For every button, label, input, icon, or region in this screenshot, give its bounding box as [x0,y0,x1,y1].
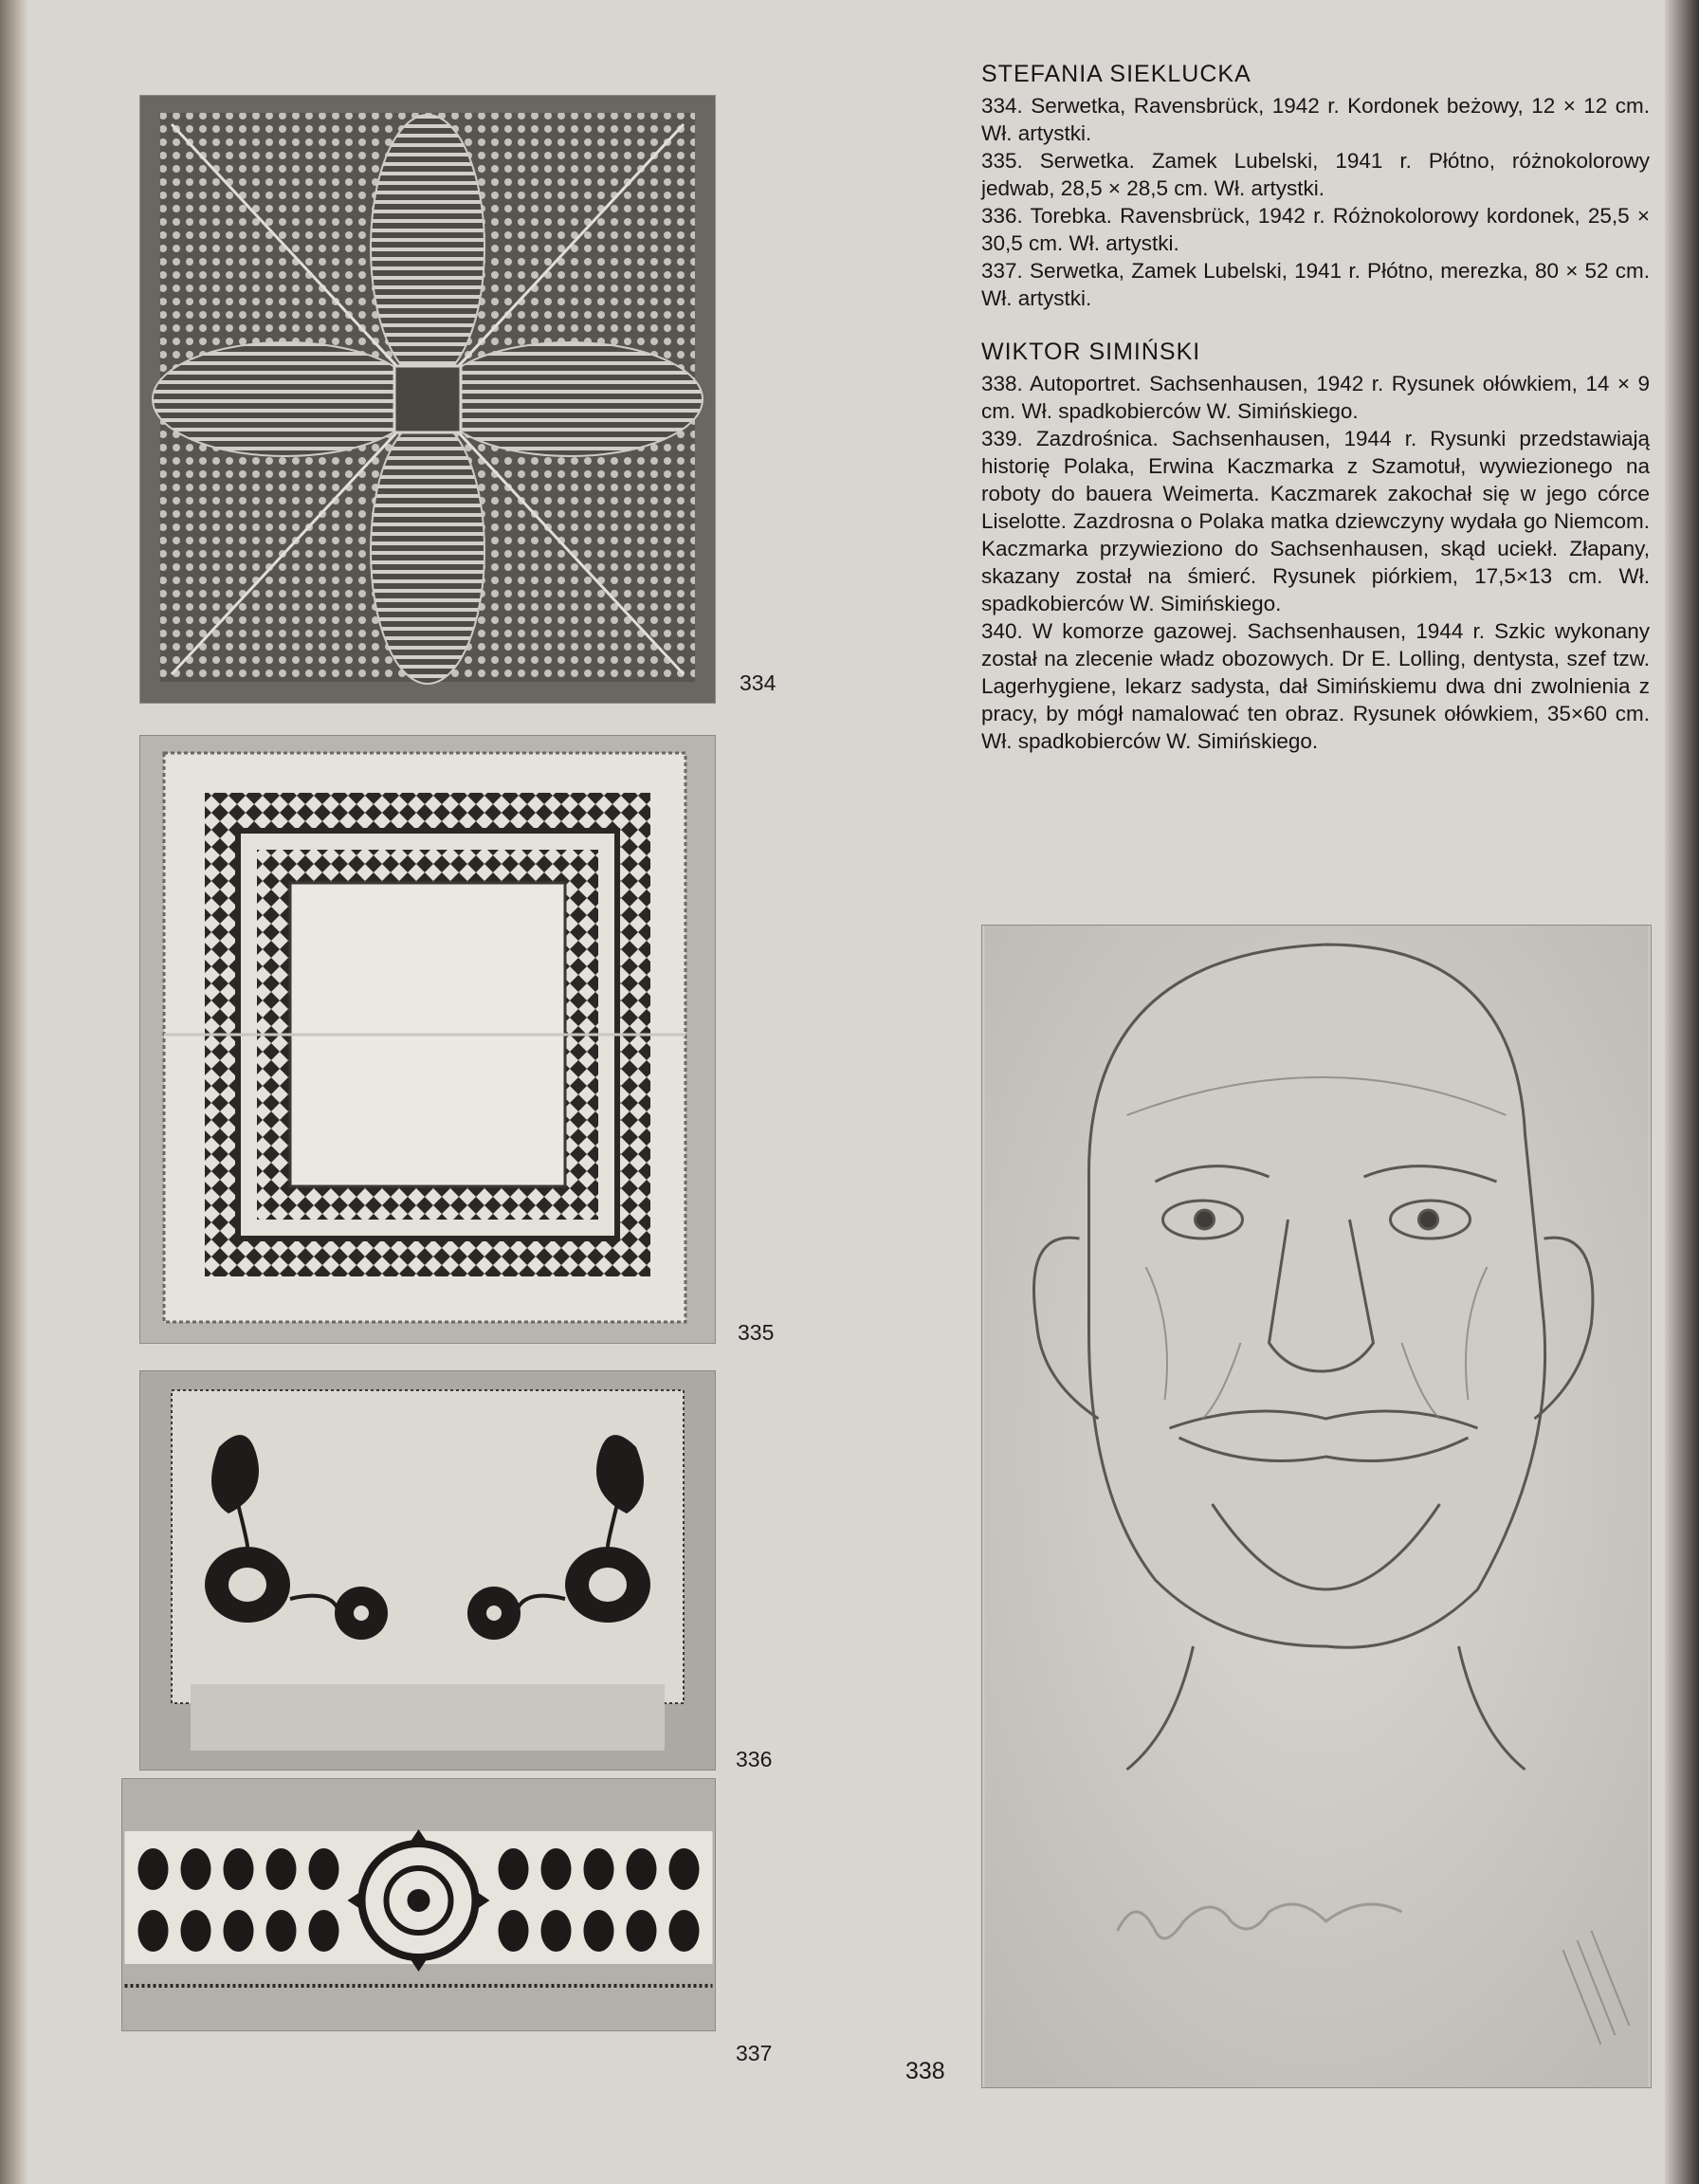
figure-337-openwork-runner [121,1778,716,2031]
caption-338: 338. Autoportret. Sachsenhausen, 1942 r. Rysunek ołówkiem, 14 × 9 cm. Wł. spadkobierców W. Simińskiego. [981,372,1650,423]
book-spine-shadow [0,0,28,2184]
caption-334: 334. Serwetka, Ravensbrück, 1942 r. Kordonek beżowy, 12 × 12 cm. Wł. artystki. [981,94,1650,145]
doily-334-image [140,96,715,703]
figure-number-334: 334 [740,670,776,695]
figure-number-335: 335 [738,1320,775,1345]
figure-number-336: 336 [736,1747,773,1771]
bag-336-image [140,1371,715,1770]
author-heading: STEFANIA SIEKLUCKA [981,61,1251,87]
caption-337: 337. Serwetka, Zamek Lubelski, 1941 r. Płótno, merezka, 80 × 52 cm. Wł. artystki. [981,259,1650,310]
caption-336: 336. Torebka. Ravensbrück, 1942 r. Różnokolorowy kordonek, 25,5 × 30,5 cm. Wł. artystki. [981,204,1650,255]
section-siminski [981,339,1650,755]
figure-number-337: 337 [736,2041,773,2065]
figure-336-embroidered-bag [139,1370,716,1771]
napkin-335-image [140,736,715,1343]
figure-334-crochet-doily [139,95,716,704]
caption-340: 340. W komorze gazowej. Sachsenhausen, 1944 r. Szkic wykonany został na zlecenie władz obozowych. Dr E. Lolling, dentysta, szef tzw. Lagerhygiene, lekarz sadysta, dał Simińskiemu dwa dni zwolnienia z pracy, by mógł namalować ten obraz. Rysunek ołówkiem, 35×60 cm. Wł. spadkobierców W. Simińskiego. [981,619,1650,753]
figure-335-embroidered-napkin [139,735,716,1344]
runner-337-image [122,1779,715,2030]
section-sieklucka [981,61,1650,312]
page-number: 338 [905,2058,945,2084]
portrait-338-image [982,926,1651,2087]
caption-339: 339. Zazdrośnica. Sachsenhausen, 1944 r. Rysunki przedstawiają historię Polaka, Erwina Kaczmarka z Szamotuł, wywiezionego na roboty do bauera Weimerta. Kaczmarek zakochał się w jego córce Liselotte. Zazdrosna o Polaka matka dziewczyny wydała go Niemcom. Kaczmarka przywieziono do Sachsenhausen, skąd uciekł. Złapany, skazany został na śmierć. Rysunek piórkiem, 17,5×13 cm. Wł. spadkobierców W. Simińskiego. [981,427,1650,615]
section-spacer [981,312,1650,339]
figure-338-self-portrait-drawing [981,925,1652,2088]
captions-column [981,61,1650,755]
caption-335: 335. Serwetka. Zamek Lubelski, 1941 r. Płótno, różnokolorowy jedwab, 28,5 × 28,5 cm. Wł. artystki. [981,149,1650,200]
author-heading: WIKTOR SIMIŃSKI [981,339,1201,365]
page-edge-shadow [1665,0,1699,2184]
